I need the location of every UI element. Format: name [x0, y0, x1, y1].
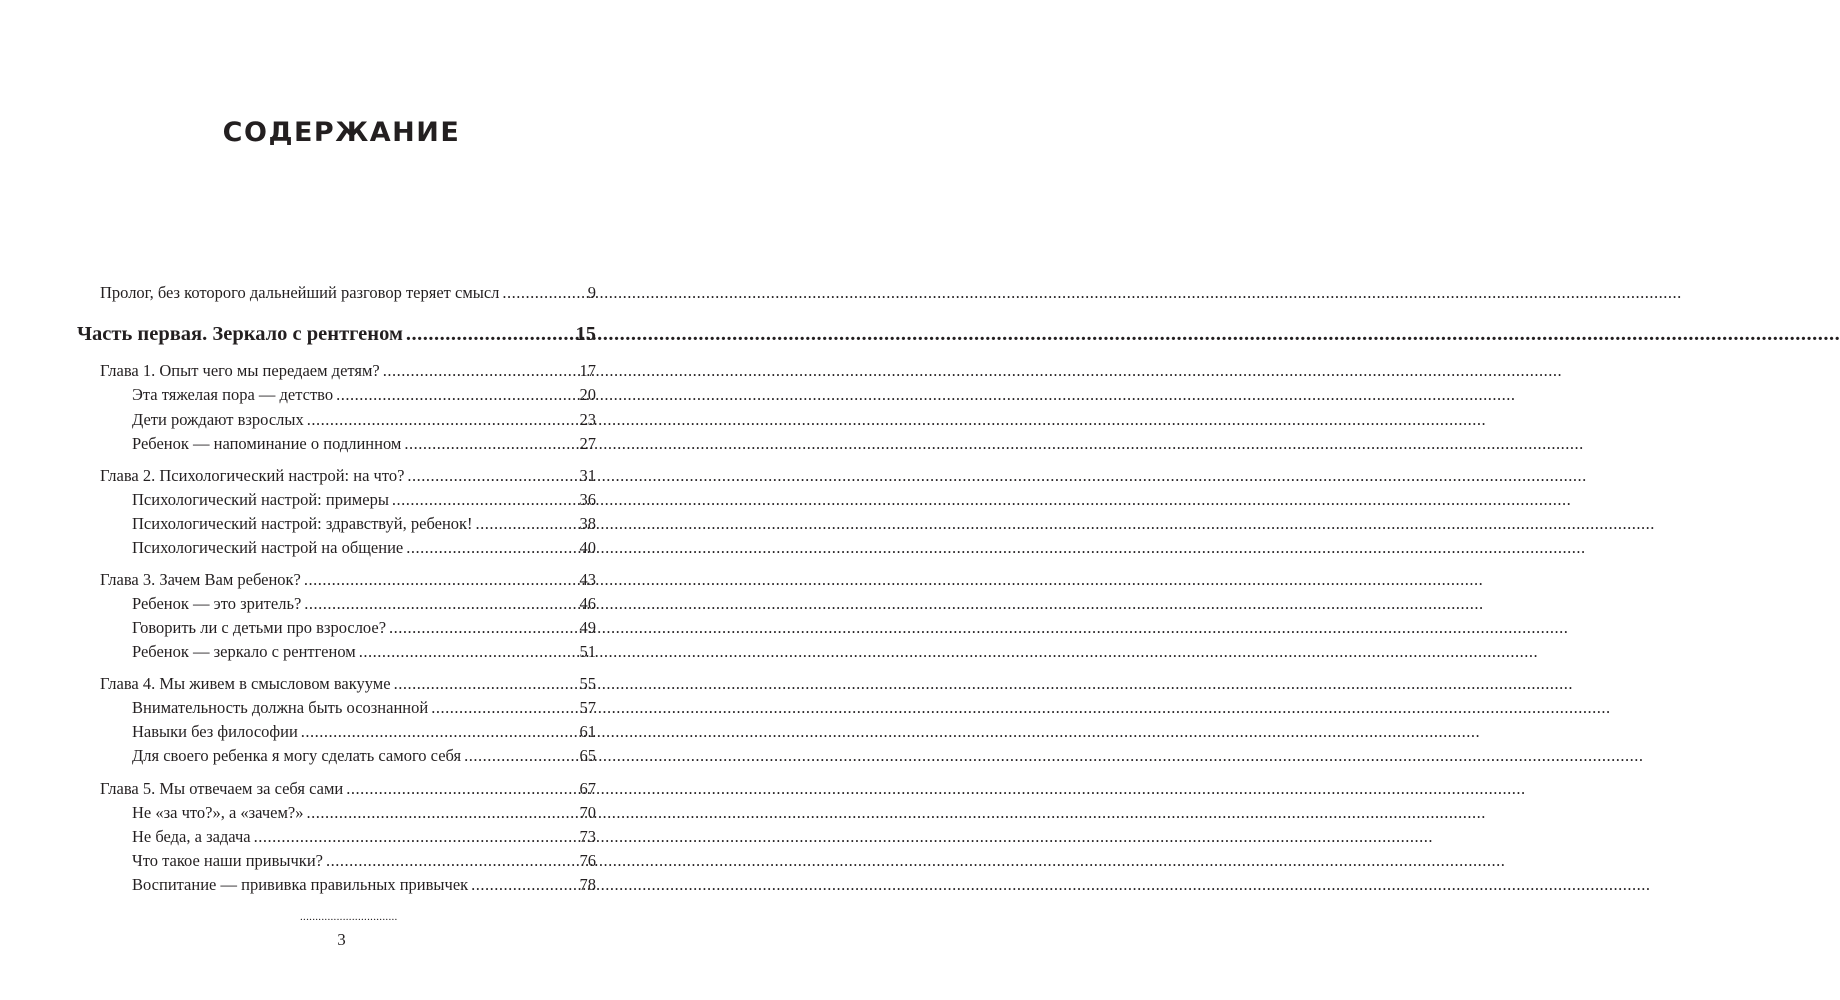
toc-entry-page: 15 — [575, 323, 596, 345]
toc-entry-page: 57 — [579, 698, 596, 717]
toc-leader-dots — [471, 875, 576, 895]
toc-entry-title: Психологический настрой: примеры — [132, 490, 389, 509]
toc-entry-title: Дети рождают взрослых — [132, 410, 304, 429]
toc-entry-page: 23 — [579, 410, 596, 429]
toc-entry-page: 76 — [579, 851, 596, 870]
toc-entry-prolog[interactable] — [100, 283, 596, 303]
toc-entry-title: Для своего ребенка я могу сделать самого себя — [132, 746, 462, 765]
toc-leader-dots — [306, 803, 576, 823]
toc-entry-section[interactable] — [132, 698, 596, 718]
toc-entry-title: Ребенок — напоминание о подлинном — [132, 434, 402, 453]
toc-leader-dots — [476, 514, 577, 534]
toc-leader-dots — [301, 722, 577, 742]
toc-leader-dots — [406, 538, 576, 558]
toc-entry-section[interactable] — [132, 618, 596, 638]
toc-entry-title: Навыки без философии — [132, 722, 298, 741]
toc-entry-page: 67 — [579, 779, 596, 798]
toc-entry-page: 43 — [579, 570, 596, 589]
toc-entry-page: 78 — [579, 875, 596, 894]
toc-entry-page: 49 — [579, 618, 596, 637]
toc-leader-dots — [464, 746, 576, 766]
toc-entry-page: 40 — [579, 538, 596, 557]
page-number: 3 — [337, 930, 346, 949]
toc-entry-chapter-3[interactable] — [100, 570, 596, 590]
toc-entry-page: 61 — [579, 722, 596, 741]
toc-leader-dots — [389, 618, 576, 638]
toc-entry-section[interactable] — [132, 514, 596, 534]
toc-entry-page: 51 — [579, 642, 596, 661]
toc-entry-title: Часть первая. Зеркало с рентгеном — [77, 323, 403, 345]
table-of-contents — [0, 0, 683, 1000]
toc-leader-dots — [502, 283, 584, 303]
toc-leader-dots — [394, 674, 577, 694]
toc-entry-section[interactable] — [132, 851, 596, 871]
toc-entry-page: 73 — [579, 827, 596, 846]
toc-entry-title: Не беда, а задача — [132, 827, 251, 846]
toc-entry-page: 17 — [579, 361, 596, 380]
toc-entry-section[interactable] — [132, 642, 596, 662]
toc-entry-title: Глава 1. Опыт чего мы передаем детям? — [100, 361, 380, 380]
toc-entry-title: Говорить ли с детьми про взрослое? — [132, 618, 387, 637]
toc-entry-section[interactable] — [132, 803, 596, 823]
toc-leader-dots — [404, 434, 576, 454]
toc-leader-dots — [307, 410, 577, 430]
toc-entry-section[interactable] — [132, 385, 596, 405]
toc-entry-section[interactable] — [132, 722, 596, 742]
toc-entry-title: Глава 3. Зачем Вам ребенок? — [100, 570, 301, 589]
toc-entry-page: 55 — [579, 674, 596, 693]
toc-entry-part-1[interactable] — [77, 322, 596, 346]
toc-entry-section[interactable] — [132, 594, 596, 614]
toc-leader-dots — [431, 698, 576, 718]
toc-leader-dots — [406, 322, 573, 346]
toc-entry-page: 27 — [579, 434, 596, 453]
toc-leader-dots — [304, 594, 576, 614]
toc-entry-section[interactable] — [132, 538, 596, 558]
toc-leader-dots — [346, 779, 576, 799]
toc-entry-title: Глава 2. Психологический настрой: на что? — [100, 466, 405, 485]
toc-entry-section[interactable] — [132, 875, 596, 895]
toc-entry-chapter-1[interactable] — [100, 361, 596, 381]
toc-entry-title: Психологический настрой: здравствуй, ребенок! — [132, 514, 473, 533]
toc-entry-section[interactable] — [132, 434, 596, 454]
toc-entry-section[interactable] — [132, 746, 596, 766]
toc-entry-title: Ребенок — зеркало с рентгеном — [132, 642, 356, 661]
toc-entry-title: Психологический настрой на общение — [132, 538, 404, 557]
toc-entry-page: 38 — [579, 514, 596, 533]
toc-entry-chapter-2[interactable] — [100, 466, 596, 486]
toc-entry-page: 9 — [587, 283, 596, 302]
toc-entry-title: Пролог, без которого дальнейший разговор теряет смысл — [100, 283, 500, 302]
toc-entry-page: 36 — [579, 490, 596, 509]
toc-entry-title: Ребенок — это зритель? — [132, 594, 302, 613]
toc-entry-page: 46 — [579, 594, 596, 613]
toc-leader-dots — [359, 642, 577, 662]
toc-entry-title: Что такое наши привычки? — [132, 851, 323, 870]
footer-dotted-rule: ................................ — [300, 911, 398, 923]
toc-entry-chapter-4[interactable] — [100, 674, 596, 694]
toc-leader-dots — [383, 361, 577, 381]
toc-entry-section[interactable] — [132, 410, 596, 430]
toc-entry-title: Глава 4. Мы живем в смысловом вакууме — [100, 674, 391, 693]
page-title: СОДЕРЖАНИЕ — [222, 117, 461, 148]
toc-entry-title: Глава 5. Мы отвечаем за себя сами — [100, 779, 344, 798]
toc-leader-dots — [336, 385, 576, 405]
toc-entry-title: Эта тяжелая пора — детство — [132, 385, 334, 404]
toc-leader-dots — [326, 851, 577, 871]
toc-entry-page: 31 — [579, 466, 596, 485]
toc-entry-page: 20 — [579, 385, 596, 404]
toc-entry-chapter-5[interactable] — [100, 779, 596, 799]
toc-entry-title: Воспитание — прививка правильных привычек — [132, 875, 469, 894]
toc-entry-page: 70 — [579, 803, 596, 822]
toc-entry-page: 65 — [579, 746, 596, 765]
toc-leader-dots — [254, 827, 577, 847]
toc-entry-section[interactable] — [132, 827, 596, 847]
toc-entry-section[interactable] — [132, 490, 596, 510]
toc-leader-dots — [407, 466, 576, 486]
toc-entry-title: Не «за что?», а «зачем?» — [132, 803, 304, 822]
toc-entry-title: Внимательность должна быть осознанной — [132, 698, 429, 717]
toc-leader-dots — [304, 570, 577, 590]
toc-leader-dots — [392, 490, 577, 510]
